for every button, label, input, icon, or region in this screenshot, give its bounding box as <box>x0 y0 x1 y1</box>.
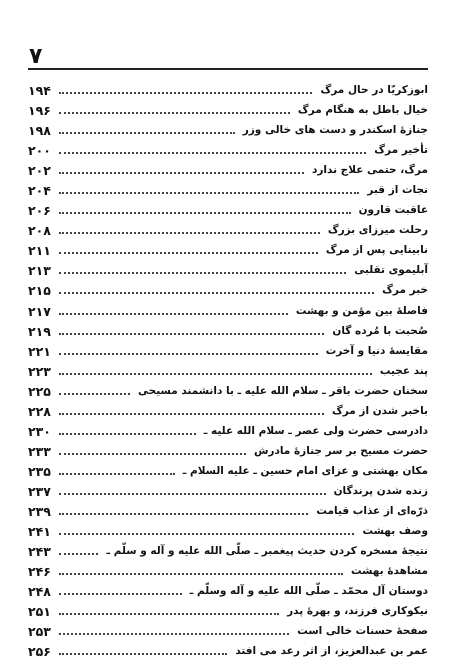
toc-entry-title: ذرّه‌ای از عذاب قیامت <box>316 504 428 517</box>
dot-leader <box>59 353 318 355</box>
dot-leader <box>59 152 366 154</box>
toc-entry-title: مقایسهٔ دنیا و آخرت <box>325 344 428 357</box>
toc-entry-page: ۲۲۱ <box>28 343 51 359</box>
toc-entry-page: ۲۴۸ <box>28 584 51 600</box>
dot-leader <box>59 92 312 94</box>
toc-entry-title: آبلیموی تقلبی <box>354 264 428 277</box>
dot-leader <box>59 553 98 555</box>
page-number: ۷ <box>29 44 43 69</box>
toc-entry <box>28 363 428 383</box>
toc-entry-title: دادرسی حضرت ولی عصر ـ سلام الله علیه ـ <box>203 424 428 437</box>
toc-entry-title: زنده شدن پرندگان <box>333 484 428 497</box>
toc-entry <box>28 242 428 262</box>
dot-leader <box>59 232 320 234</box>
toc-entry-title: نیکوکاری فرزند، و بهرهٔ پدر <box>287 605 428 618</box>
dot-leader <box>59 593 182 595</box>
toc-entry-title: خبر مرگ <box>382 284 428 297</box>
toc-entry-page: ۲۲۳ <box>28 363 51 379</box>
toc-entry-title: صُحبت با مُرده گان <box>332 324 428 337</box>
dot-leader <box>59 633 289 635</box>
toc-entry-page: ۲۵۶ <box>28 644 51 660</box>
toc-entry-page: ۲۳۳ <box>28 443 51 459</box>
toc-entry-title: خیال باطل به هنگام مرگ <box>297 104 428 117</box>
dot-leader <box>59 112 290 114</box>
dot-leader <box>59 513 308 515</box>
toc-entry-page: ۲۱۹ <box>28 323 51 339</box>
toc-entry-page: ۲۴۶ <box>28 564 51 580</box>
dot-leader <box>59 373 372 375</box>
toc-entry <box>28 463 428 483</box>
toc-entry-title: عمر بن عبدالعزیز، از اثر رعد می افتد <box>235 645 428 658</box>
toc-entry-title: ابوزکریّا در حال مرگ <box>320 84 428 96</box>
toc-entry-page: ۱۹۴ <box>28 83 51 98</box>
toc-entry <box>28 343 428 363</box>
toc-entry <box>28 643 428 663</box>
toc-entry-title: باخبر شدن از مرگ <box>331 404 428 417</box>
toc-entry <box>28 503 428 523</box>
toc-entry <box>28 142 428 162</box>
toc-entry <box>28 623 428 643</box>
toc-entry <box>28 303 428 323</box>
toc-entry-page: ۲۰۶ <box>28 203 51 219</box>
toc-entry-title: نتیجهٔ مسخره کردن حدیث پیغمبر ـ صلّی الله علیه و آله و سلّم ـ <box>106 545 428 558</box>
toc-entry-page: ۲۲۵ <box>28 383 51 399</box>
toc-entry-page: ۲۳۹ <box>28 503 51 519</box>
toc-entry-page: ۲۰۲ <box>28 163 51 179</box>
toc-entry <box>28 603 428 623</box>
toc-entry <box>28 443 428 463</box>
toc-entry-title: تأخیر مرگ <box>374 144 428 157</box>
toc-entry <box>28 202 428 222</box>
toc-entry-title: عاقبت قارون <box>358 204 428 217</box>
toc-entry-page: ۲۳۵ <box>28 463 51 479</box>
header-rule <box>28 68 428 70</box>
dot-leader <box>59 292 374 294</box>
dot-leader <box>59 573 343 575</box>
toc-entry <box>28 383 428 403</box>
toc-entry-title: دوستان آل محمّد ـ صلّی الله علیه و آله وسلّم ـ <box>189 585 428 598</box>
toc-entry <box>28 222 428 242</box>
toc-entry-title: پند عجیب <box>379 364 428 377</box>
dot-leader <box>59 493 326 495</box>
toc-entry-title: رحلت میرزای بزرگ <box>327 224 428 237</box>
toc-entry-title: نجات از قبر <box>367 184 428 197</box>
toc-entry-title: مشاهدهٔ بهشت <box>350 565 428 578</box>
toc-entry-title: مرگ، حتمی علاج ندارد <box>311 164 428 177</box>
toc-entry <box>28 122 428 142</box>
toc-entry-title: جنازهٔ اسکندر و دست های خالی وزر <box>242 124 428 137</box>
toc-entry <box>28 282 428 302</box>
toc-entry <box>28 403 428 423</box>
dot-leader <box>59 313 288 315</box>
toc-entry-page: ۲۰۸ <box>28 223 51 239</box>
toc-entry-page: ۲۱۵ <box>28 283 51 299</box>
dot-leader <box>59 453 246 455</box>
toc-entry-title: حضرت مسیح بر سر جنازهٔ مادرش <box>253 444 428 457</box>
toc-entry-page: ۲۴۱ <box>28 524 51 540</box>
dot-leader <box>59 172 304 174</box>
toc-entry <box>28 543 428 563</box>
toc-entry-title: نابینایی پس از مرگ <box>325 244 428 257</box>
toc-entry-title: سخنان حضرت باقر ـ سلام الله علیه ـ با دانشمند مسیحی <box>138 384 428 397</box>
toc-entry-page: ۲۳۷ <box>28 483 51 499</box>
dot-leader <box>59 413 324 415</box>
toc-entry-page: ۲۳۰ <box>28 423 51 439</box>
toc-entry <box>28 162 428 182</box>
table-of-contents <box>28 82 428 663</box>
dot-leader <box>59 132 235 134</box>
toc-entry <box>28 82 428 102</box>
dot-leader <box>59 433 196 435</box>
dot-leader <box>59 272 346 274</box>
toc-entry <box>28 182 428 202</box>
toc-entry-page: ۲۵۱ <box>28 604 51 620</box>
dot-leader <box>59 252 318 254</box>
toc-entry-page: ۲۴۳ <box>28 544 51 560</box>
toc-entry <box>28 523 428 543</box>
dot-leader <box>59 212 351 214</box>
dot-leader <box>59 473 175 475</box>
toc-entry-page: ۱۹۸ <box>28 123 51 139</box>
toc-entry <box>28 483 428 503</box>
toc-entry-title: وصف بهشت <box>362 525 428 538</box>
toc-entry-page: ۲۱۳ <box>28 263 51 279</box>
toc-entry <box>28 583 428 603</box>
toc-entry-title: صفحهٔ حسنات خالی است <box>297 625 428 638</box>
toc-entry <box>28 323 428 343</box>
toc-entry <box>28 563 428 583</box>
toc-entry <box>28 423 428 443</box>
dot-leader <box>59 333 324 335</box>
toc-entry-page: ۱۹۶ <box>28 103 51 119</box>
toc-entry-title: مکان بهشتی و عزای امام حسین ـ علیه السلام ـ <box>182 464 428 477</box>
toc-entry-page: ۲۵۳ <box>28 624 51 640</box>
toc-entry-page: ۲۲۸ <box>28 403 51 419</box>
dot-leader <box>59 653 227 655</box>
dot-leader <box>59 613 279 615</box>
dot-leader <box>59 393 130 395</box>
toc-entry-page: ۲۰۰ <box>28 143 51 159</box>
toc-entry <box>28 262 428 282</box>
dot-leader <box>59 533 354 535</box>
toc-entry-page: ۲۱۷ <box>28 303 51 319</box>
toc-entry-page: ۲۱۱ <box>28 243 51 259</box>
toc-entry-page: ۲۰۴ <box>28 183 51 199</box>
dot-leader <box>59 192 359 194</box>
toc-entry-title: فاصلهٔ بین مؤمن و بهشت <box>295 304 428 317</box>
toc-entry <box>28 102 428 122</box>
